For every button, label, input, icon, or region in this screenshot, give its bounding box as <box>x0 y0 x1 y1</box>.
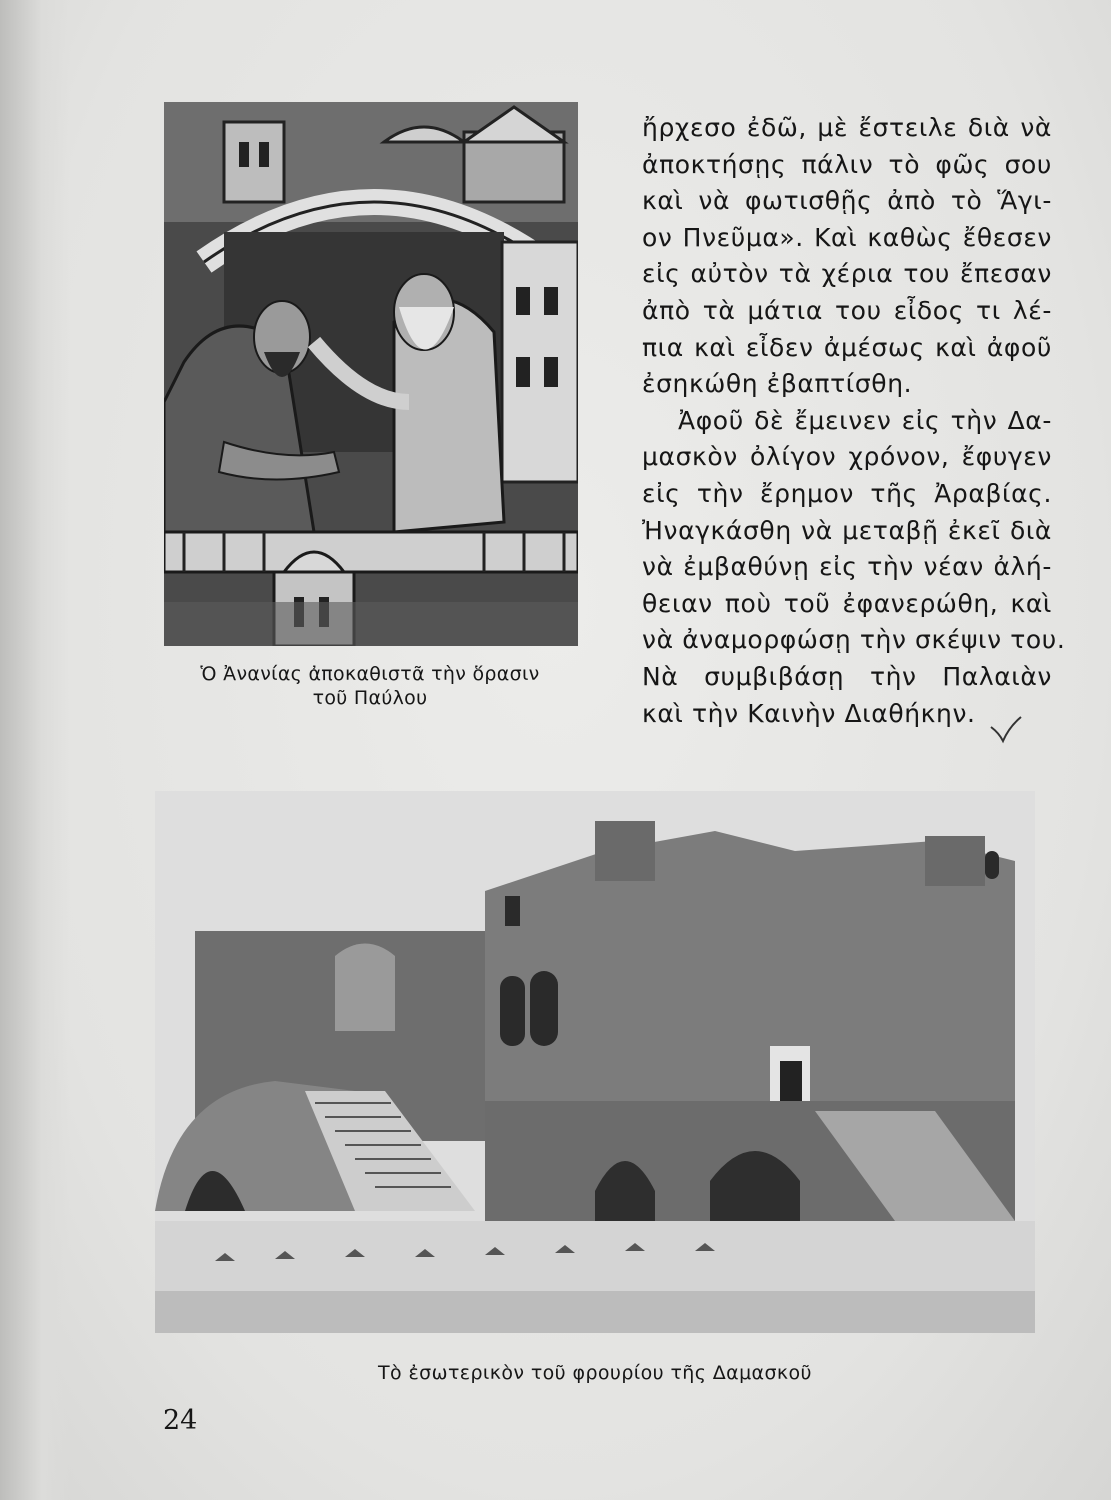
page-number: 24 <box>163 1405 198 1436</box>
text-line: μασκὸν ὀλίγον χρόνον, ἔφυγεν <box>642 442 1052 472</box>
body-text <box>642 110 1066 732</box>
fortress-caption: Τὸ ἐσωτερικὸν τοῦ φρουρίου τῆς Δαμασκοῦ <box>378 1362 812 1384</box>
fresco-caption <box>150 662 590 710</box>
text-line: εἰς αὐτὸν τὰ χέρια του ἔπεσαν <box>642 259 1052 289</box>
text-line: Ἀφοῦ δὲ ἔμεινεν εἰς τὴν Δα- <box>678 405 1052 435</box>
paragraph-2 <box>642 403 1066 732</box>
page-spine-shadow <box>0 0 70 1500</box>
text-line: ον Πνεῦμα». Καὶ καθὼς ἔθεσεν <box>642 222 1052 252</box>
text-line: εἰς τὴν ἔρημον τῆς Ἀραβίας. <box>642 478 1052 508</box>
fresco-image <box>164 102 578 646</box>
text-line: θειαν ποὺ τοῦ ἐφανερώθη, καὶ <box>642 588 1052 618</box>
text-line: νὰ ἐμβαθύνῃ εἰς τὴν νέαν ἀλή- <box>642 552 1052 582</box>
text-line: Ἠναγκάσθη νὰ μεταβῇ ἐκεῖ διὰ <box>642 515 1052 545</box>
fortress-photo <box>155 791 1035 1333</box>
text-line: ἀποκτήσῃς πάλιν τὸ φῶς σου <box>642 149 1052 179</box>
fresco-caption-line2: τοῦ Παύλου <box>312 687 428 709</box>
text-line: καὶ τὴν Καινὴν Διαθήκην. <box>642 698 976 728</box>
check-mark-icon <box>985 715 1025 745</box>
text-line: πια καὶ εἶδεν ἀμέσως καὶ ἀφοῦ <box>642 332 1052 362</box>
text-line: ἀπὸ τὰ μάτια του εἶδος τι λέ- <box>642 295 1052 325</box>
paragraph-1 <box>642 110 1052 403</box>
text-line: ἤρχεσο ἐδῶ, μὲ ἔστειλε διὰ νὰ <box>642 113 1052 142</box>
text-line: Νὰ συμβιβάσῃ τὴν Παλαιὰν <box>642 661 1052 691</box>
fresco-caption-line1: Ὁ Ἀνανίας ἀποκαθιστᾶ τὴν ὅρασιν <box>200 663 540 685</box>
text-line: καὶ νὰ φωτισθῇς ἀπὸ τὸ Ἅγι- <box>642 186 1052 216</box>
text-line: ἐσηκώθη ἐβαπτίσθη. <box>642 369 913 399</box>
text-line: νὰ ἀναμορφώσῃ τὴν σκέψιν του. <box>642 625 1066 655</box>
